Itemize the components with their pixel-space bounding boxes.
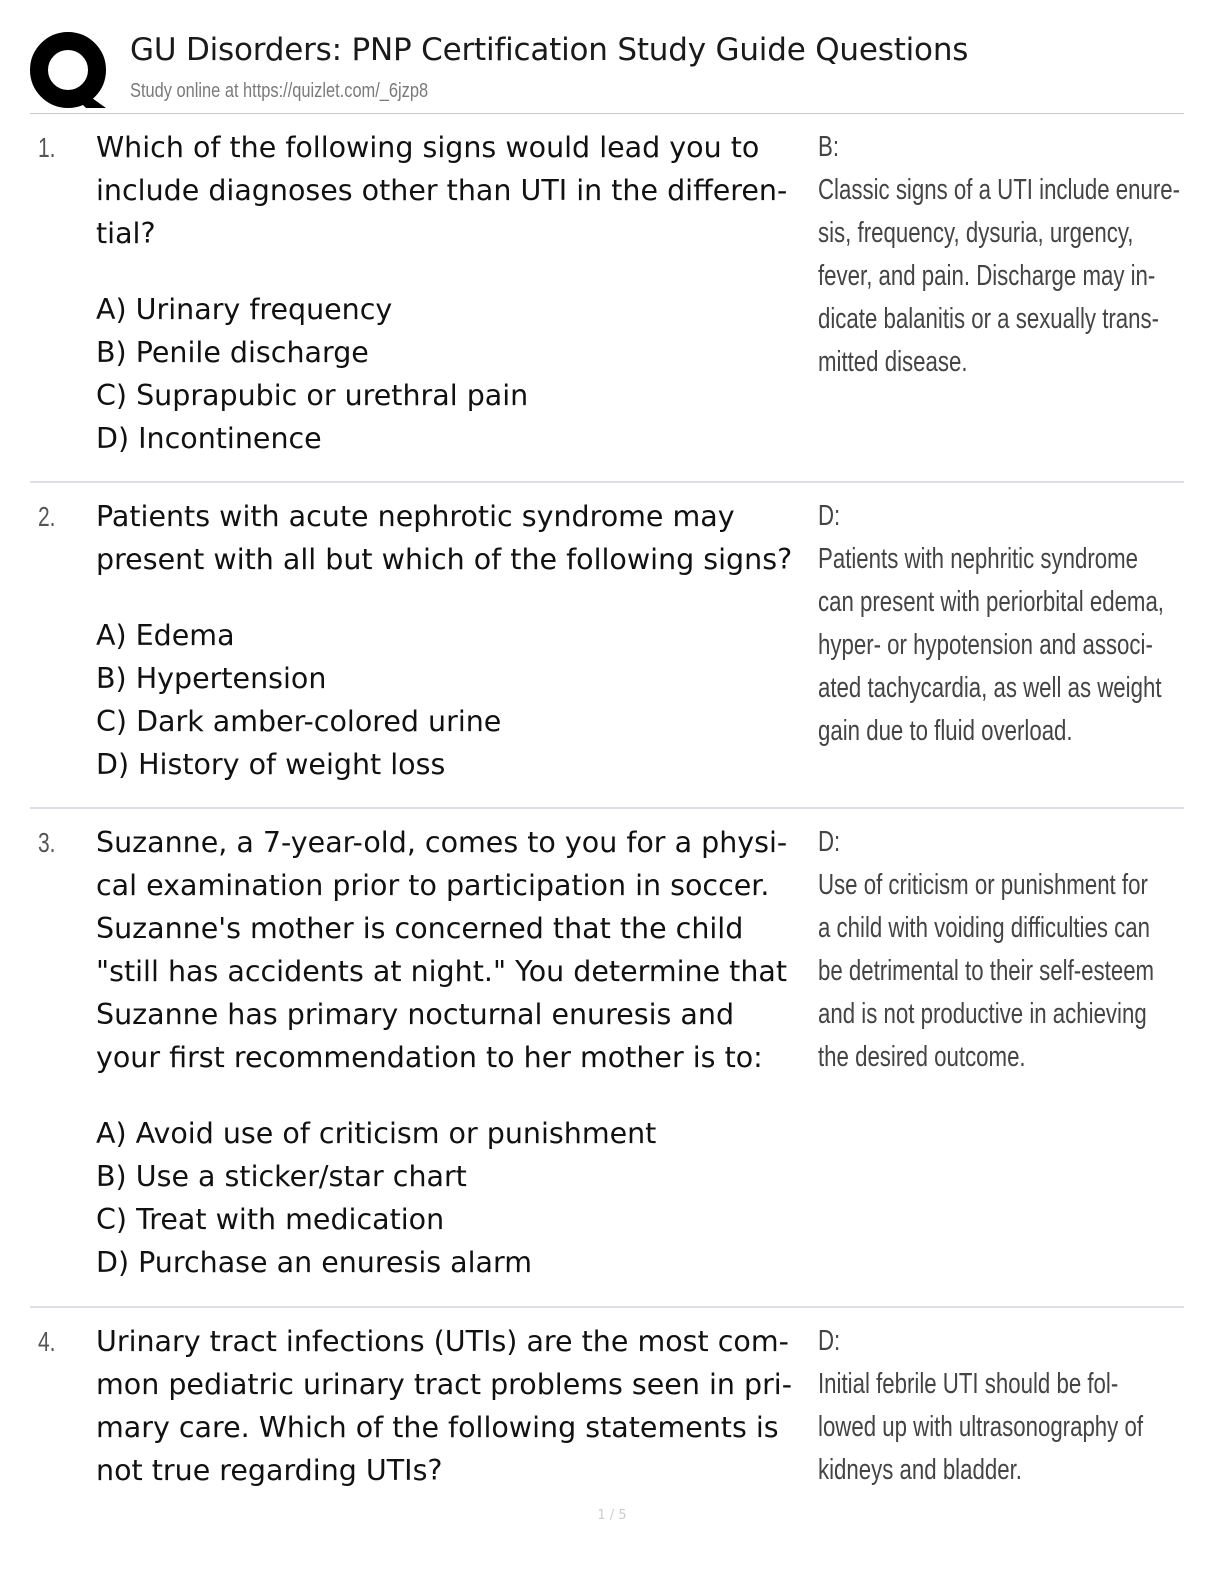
option-d: D) Incontinence bbox=[96, 422, 322, 455]
question-number: 4. bbox=[38, 1326, 56, 1357]
explanation-line: Patients with nephritic syndrome bbox=[818, 543, 1139, 575]
answer-panel bbox=[818, 1320, 1146, 1492]
question-line: not true regarding UTIs? bbox=[96, 1454, 443, 1487]
question-line: tial? bbox=[96, 217, 156, 250]
explanation-line: Use of criticism or punishment for bbox=[818, 869, 1148, 901]
answer-key: D: bbox=[818, 500, 841, 532]
question-line: cal examination prior to participation in soccer. bbox=[96, 869, 770, 902]
answer-options bbox=[96, 288, 816, 460]
answer-panel bbox=[818, 126, 1181, 384]
explanation-line: sis, frequency, dysuria, urgency, bbox=[818, 217, 1134, 249]
question-line: "still has accidents at night." You determine that bbox=[96, 955, 788, 988]
explanation-line: and is not productive in achieving bbox=[818, 998, 1147, 1030]
option-b: B) Use a sticker/star chart bbox=[96, 1160, 467, 1193]
option-a: A) Urinary frequency bbox=[96, 293, 393, 326]
option-d: D) History of weight loss bbox=[96, 748, 446, 781]
question-text bbox=[96, 821, 816, 1284]
question-line: Suzanne, a 7-year-old, comes to you for a physi- bbox=[96, 826, 788, 859]
question-card-3 bbox=[30, 809, 1184, 1308]
explanation-line: fever, and pain. Discharge may in- bbox=[818, 260, 1156, 292]
answer-panel bbox=[818, 821, 1155, 1079]
question-line: Urinary tract infections (UTIs) are the most com- bbox=[96, 1325, 789, 1358]
answer-key: D: bbox=[818, 1325, 841, 1357]
page-header bbox=[30, 28, 1184, 114]
explanation-line: mitted disease. bbox=[818, 346, 968, 378]
option-d: D) Purchase an enuresis alarm bbox=[96, 1246, 532, 1279]
question-number: 2. bbox=[38, 501, 56, 532]
option-c: C) Suprapubic or urethral pain bbox=[96, 379, 529, 412]
question-list bbox=[30, 114, 1184, 1508]
explanation-line: be detrimental to their self-esteem bbox=[818, 955, 1155, 987]
question-text bbox=[96, 495, 816, 786]
question-number: 3. bbox=[38, 827, 56, 858]
answer-panel bbox=[818, 495, 1164, 753]
question-line: include diagnoses other than UTI in the differen- bbox=[96, 174, 788, 207]
answer-options bbox=[96, 1112, 816, 1284]
question-line: mary care. Which of the following statements is bbox=[96, 1411, 779, 1444]
explanation-line: a child with voiding difficulties can bbox=[818, 912, 1150, 944]
explanation-line: the desired outcome. bbox=[818, 1041, 1026, 1073]
study-online-link[interactable]: Study online at https://quizlet.com/_6jzp8 bbox=[130, 80, 429, 102]
explanation-line: Classic signs of a UTI include enure- bbox=[818, 174, 1181, 206]
answer-options bbox=[96, 614, 816, 786]
question-text bbox=[96, 1320, 816, 1492]
option-c: C) Treat with medication bbox=[96, 1203, 445, 1236]
option-a: A) Avoid use of criticism or punishment bbox=[96, 1117, 657, 1150]
option-b: B) Penile discharge bbox=[96, 336, 369, 369]
option-c: C) Dark amber-colored urine bbox=[96, 705, 502, 738]
question-line: your first recommendation to her mother is to: bbox=[96, 1041, 763, 1074]
option-a: A) Edema bbox=[96, 619, 235, 652]
question-card-4 bbox=[30, 1308, 1184, 1508]
answer-key: B: bbox=[818, 131, 840, 163]
explanation-line: lowed up with ultrasonography of bbox=[818, 1411, 1144, 1443]
explanation-line: kidneys and bladder. bbox=[818, 1454, 1022, 1486]
question-line: Which of the following signs would lead you to bbox=[96, 131, 760, 164]
explanation-line: Initial febrile UTI should be fol- bbox=[818, 1368, 1119, 1400]
question-line: Patients with acute nephrotic syndrome may bbox=[96, 500, 735, 533]
question-number: 1. bbox=[38, 132, 56, 163]
explanation-line: dicate balanitis or a sexually trans- bbox=[818, 303, 1160, 335]
quizlet-logo-icon bbox=[30, 32, 110, 112]
option-b: B) Hypertension bbox=[96, 662, 327, 695]
explanation-line: hyper- or hypotension and associ- bbox=[818, 629, 1153, 661]
page-title: GU Disorders: PNP Certification Study Guide Questions bbox=[130, 32, 969, 68]
explanation-line: can present with periorbital edema, bbox=[818, 586, 1164, 618]
page-number: 1 / 5 bbox=[597, 1508, 627, 1523]
question-text bbox=[96, 126, 816, 460]
question-line: mon pediatric urinary tract problems seen in pri- bbox=[96, 1368, 793, 1401]
question-card-2 bbox=[30, 483, 1184, 809]
explanation-line: ated tachycardia, as well as weight bbox=[818, 672, 1162, 704]
question-line: Suzanne has primary nocturnal enuresis and bbox=[96, 998, 735, 1031]
explanation-line: gain due to fluid overload. bbox=[818, 715, 1073, 747]
answer-key: D: bbox=[818, 826, 841, 858]
question-card-1 bbox=[30, 114, 1184, 483]
question-line: present with all but which of the following signs? bbox=[96, 543, 793, 576]
question-line: Suzanne's mother is concerned that the child bbox=[96, 912, 744, 945]
